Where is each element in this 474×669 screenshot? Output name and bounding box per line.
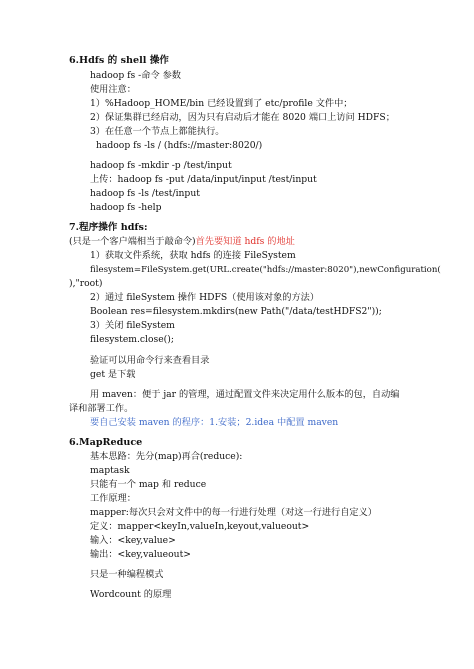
- text-line: 基本思路：先分(map)再合(reduce):: [90, 451, 243, 462]
- text-line: get 是下载: [90, 369, 136, 380]
- text-line: 1）获取文件系统，获取 hdfs 的连接 FileSystem: [90, 250, 296, 261]
- text-line: 定义：mapper<keyIn,valueIn,keyout,valueout>: [90, 521, 310, 532]
- blue-highlight-line: 要自己安装 maven 的程序：1.安装；2.idea 中配置 maven: [90, 417, 339, 428]
- text-line: 2）通过 fileSystem 操作 HDFS（使用该对象的方法）: [90, 292, 320, 303]
- text-line: 只是一种编程模式: [90, 569, 164, 580]
- text-line: Wordcount 的原理: [90, 589, 172, 600]
- text-line: 用 maven：便于 jar 的管理，通过配置文件来决定用什么版本的包，自动编: [90, 389, 400, 400]
- text-line: 3）在任意一个节点上都能执行。: [90, 126, 225, 137]
- text-line: hadoop fs -ls / (hdfs://master:8020/): [96, 140, 263, 151]
- text-line: 3）关闭 fileSystem: [90, 320, 175, 331]
- text-line: hadoop fs -ls /test/input: [90, 188, 200, 199]
- code-line: Boolean res=filesystem.mkdirs(new Path("/data/testHDFS2"));: [90, 306, 382, 317]
- text-line: hadoop fs -mkdir -p /test/input: [90, 160, 232, 171]
- text-line: 验证可以用命令行来查看目录: [90, 355, 210, 366]
- text-line: hadoop fs -help: [90, 202, 162, 213]
- code-line: filesystem.close();: [90, 334, 174, 345]
- text-line: 输入：<key,value>: [90, 535, 176, 546]
- note-line: [69, 236, 295, 248]
- section-title-hdfs-shell: 6.Hdfs 的 shell 操作: [69, 55, 169, 66]
- note-red: 首先要知道 hdfs 的地址: [195, 236, 295, 247]
- text-line: hadoop fs -命令 参数: [90, 70, 181, 81]
- text-line: 上传：hadoop fs -put /data/input/input /test/input: [90, 174, 317, 185]
- section-title-hdfs-program: 7.程序操作 hdfs:: [69, 222, 148, 233]
- text-line: 输出：<key,valueout>: [90, 549, 191, 560]
- text-line: 使用注意：: [90, 84, 136, 95]
- text-line: 1）%Hadoop_HOME/bin 已经设置到了 etc/profile 文件中；: [90, 98, 353, 109]
- text-line: mapper:每次只会对文件中的每一行进行处理（对这一行进行自定义）: [90, 507, 377, 518]
- code-line: filesystem=FileSystem.get(URL.create("hdfs://master:8020"),newConfiguration(: [90, 265, 441, 275]
- section-title-mapreduce: 6.MapReduce: [69, 437, 143, 448]
- text-line: maptask: [90, 465, 130, 476]
- code-line: ),"root): [69, 278, 103, 289]
- text-line: 译和部署工作。: [69, 403, 134, 414]
- note-black: (只是一个客户端相当于敲命令): [69, 236, 196, 247]
- text-line: 工作原理：: [90, 493, 136, 504]
- text-line: 只能有一个 map 和 reduce: [90, 479, 207, 490]
- text-line: 2）保证集群已经启动，因为只有启动后才能在 8020 端口上访问 HDFS；: [90, 112, 395, 123]
